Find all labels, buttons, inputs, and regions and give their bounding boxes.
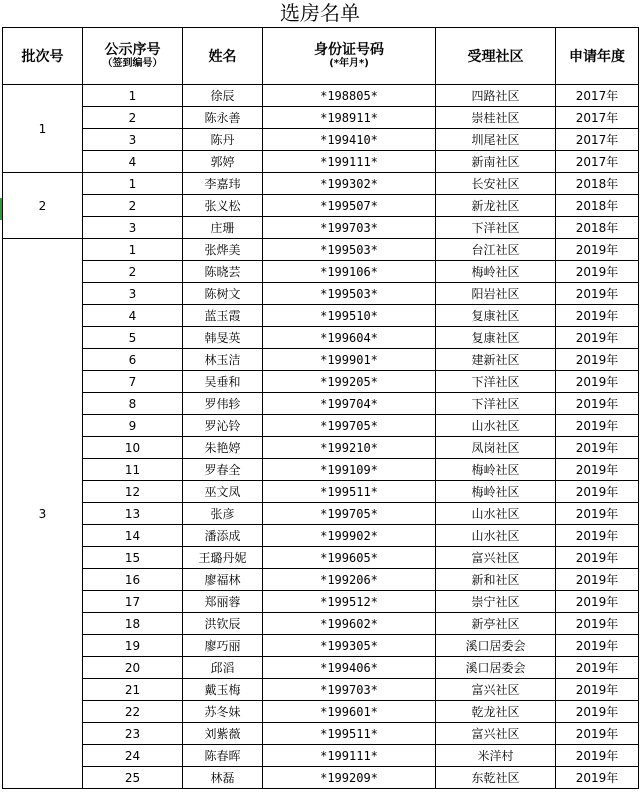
name-cell: 洪钦辰 (183, 613, 263, 635)
table-row (3, 437, 639, 459)
name-cell: 郑丽蓉 (183, 591, 263, 613)
id-cell: *199406* (263, 657, 436, 679)
seq-cell: 14 (83, 525, 183, 547)
table-row (3, 327, 639, 349)
id-cell: *199901* (263, 349, 436, 371)
name-cell: 巫文凤 (183, 481, 263, 503)
table-row (3, 723, 639, 745)
table-row (3, 261, 639, 283)
header-id-sub: (*年月*) (329, 58, 369, 69)
year-cell: 2019年 (556, 349, 639, 371)
community-cell: 溪口居委会 (436, 635, 556, 657)
community-cell: 山水社区 (436, 525, 556, 547)
community-cell: 下洋社区 (436, 393, 556, 415)
year-cell: 2019年 (556, 393, 639, 415)
id-cell: *199111* (263, 151, 436, 173)
housing-list-table (2, 27, 639, 789)
seq-cell: 15 (83, 547, 183, 569)
table-row (3, 85, 639, 107)
community-cell: 新和社区 (436, 569, 556, 591)
name-cell: 廖巧丽 (183, 635, 263, 657)
community-cell: 崇宁社区 (436, 591, 556, 613)
name-cell: 徐辰 (183, 85, 263, 107)
table-row (3, 569, 639, 591)
id-cell: *199601* (263, 701, 436, 723)
header-seq (83, 28, 183, 85)
id-cell: *199209* (263, 767, 436, 789)
id-cell: *199512* (263, 591, 436, 613)
year-cell: 2019年 (556, 415, 639, 437)
id-cell: *199503* (263, 239, 436, 261)
year-cell: 2019年 (556, 723, 639, 745)
seq-cell: 23 (83, 723, 183, 745)
seq-cell: 16 (83, 569, 183, 591)
table-row (3, 767, 639, 789)
name-cell: 张烨美 (183, 239, 263, 261)
year-cell: 2019年 (556, 657, 639, 679)
community-cell: 阳岩社区 (436, 283, 556, 305)
year-cell: 2019年 (556, 437, 639, 459)
id-cell: *199305* (263, 635, 436, 657)
id-cell: *199605* (263, 547, 436, 569)
seq-cell: 24 (83, 745, 183, 767)
community-cell: 梅岭社区 (436, 481, 556, 503)
name-cell: 陈树文 (183, 283, 263, 305)
id-cell: *199604* (263, 327, 436, 349)
year-cell: 2019年 (556, 459, 639, 481)
community-cell: 富兴社区 (436, 723, 556, 745)
id-cell: *199510* (263, 305, 436, 327)
name-cell: 林磊 (183, 767, 263, 789)
id-cell: *199703* (263, 217, 436, 239)
year-cell: 2019年 (556, 327, 639, 349)
name-cell: 罗春全 (183, 459, 263, 481)
table-row (3, 547, 639, 569)
year-cell: 2019年 (556, 613, 639, 635)
seq-cell: 8 (83, 393, 183, 415)
table-row (3, 349, 639, 371)
community-cell: 凤岗社区 (436, 437, 556, 459)
year-cell: 2019年 (556, 569, 639, 591)
header-year: 申请年度 (556, 28, 639, 85)
year-cell: 2018年 (556, 173, 639, 195)
seq-cell: 9 (83, 415, 183, 437)
batch-cell: 1 (3, 85, 83, 173)
year-cell: 2018年 (556, 217, 639, 239)
table-row (3, 107, 639, 129)
community-cell: 新南社区 (436, 151, 556, 173)
id-cell: *199205* (263, 371, 436, 393)
id-cell: *199705* (263, 415, 436, 437)
table-row (3, 283, 639, 305)
name-cell: 罗伟轸 (183, 393, 263, 415)
name-cell: 戴玉梅 (183, 679, 263, 701)
table-row (3, 591, 639, 613)
name-cell: 王璐丹妮 (183, 547, 263, 569)
page-title: 选房名单 (280, 1, 360, 25)
name-cell: 陈春晖 (183, 745, 263, 767)
id-cell: *198805* (263, 85, 436, 107)
seq-cell: 3 (83, 217, 183, 239)
seq-cell: 19 (83, 635, 183, 657)
year-cell: 2019年 (556, 283, 639, 305)
table-row (3, 393, 639, 415)
community-cell: 圳尾社区 (436, 129, 556, 151)
id-cell: *199111* (263, 745, 436, 767)
year-cell: 2019年 (556, 305, 639, 327)
id-cell: *198911* (263, 107, 436, 129)
community-cell: 山水社区 (436, 503, 556, 525)
id-cell: *199210* (263, 437, 436, 459)
table-row (3, 745, 639, 767)
community-cell: 复康社区 (436, 305, 556, 327)
name-cell: 陈永善 (183, 107, 263, 129)
year-cell: 2019年 (556, 701, 639, 723)
seq-cell: 25 (83, 767, 183, 789)
id-cell: *199302* (263, 173, 436, 195)
community-cell: 下洋社区 (436, 371, 556, 393)
header-id (263, 28, 436, 85)
community-cell: 下洋社区 (436, 217, 556, 239)
community-cell: 米洋村 (436, 745, 556, 767)
id-cell: *199503* (263, 283, 436, 305)
year-cell: 2019年 (556, 525, 639, 547)
table-row (3, 525, 639, 547)
seq-cell: 20 (83, 657, 183, 679)
header-seq-sub: （签到编号） (102, 58, 163, 69)
year-cell: 2017年 (556, 129, 639, 151)
table-row (3, 173, 639, 195)
seq-cell: 3 (83, 283, 183, 305)
id-cell: *199511* (263, 481, 436, 503)
table-row (3, 503, 639, 525)
seq-cell: 2 (83, 195, 183, 217)
seq-cell: 7 (83, 371, 183, 393)
table-row (3, 371, 639, 393)
community-cell: 崇桂社区 (436, 107, 556, 129)
seq-cell: 11 (83, 459, 183, 481)
year-cell: 2019年 (556, 591, 639, 613)
row-selection-marker (0, 198, 2, 220)
seq-cell: 13 (83, 503, 183, 525)
header-batch: 批次号 (3, 28, 83, 85)
table-row (3, 217, 639, 239)
year-cell: 2019年 (556, 481, 639, 503)
community-cell: 长安社区 (436, 173, 556, 195)
id-cell: *199703* (263, 679, 436, 701)
name-cell: 苏冬妹 (183, 701, 263, 723)
id-cell: *199704* (263, 393, 436, 415)
name-cell: 陈晓芸 (183, 261, 263, 283)
name-cell: 廖福林 (183, 569, 263, 591)
seq-cell: 17 (83, 591, 183, 613)
community-cell: 台江社区 (436, 239, 556, 261)
name-cell: 刘紫薇 (183, 723, 263, 745)
year-cell: 2017年 (556, 151, 639, 173)
year-cell: 2019年 (556, 635, 639, 657)
header-name: 姓名 (183, 28, 263, 85)
id-cell: *199602* (263, 613, 436, 635)
seq-cell: 10 (83, 437, 183, 459)
table-row (3, 415, 639, 437)
seq-cell: 22 (83, 701, 183, 723)
year-cell: 2019年 (556, 745, 639, 767)
table-row (3, 129, 639, 151)
id-cell: *199902* (263, 525, 436, 547)
name-cell: 张彦 (183, 503, 263, 525)
community-cell: 梅岭社区 (436, 459, 556, 481)
table-row (3, 151, 639, 173)
id-cell: *199410* (263, 129, 436, 151)
table-row (3, 459, 639, 481)
community-cell: 溪口居委会 (436, 657, 556, 679)
seq-cell: 1 (83, 173, 183, 195)
community-cell: 东乾社区 (436, 767, 556, 789)
name-cell: 陈丹 (183, 129, 263, 151)
header-community: 受理社区 (436, 28, 556, 85)
community-cell: 富兴社区 (436, 679, 556, 701)
id-cell: *199511* (263, 723, 436, 745)
table-row (3, 701, 639, 723)
year-cell: 2019年 (556, 547, 639, 569)
name-cell: 庄珊 (183, 217, 263, 239)
batch-cell: 2 (3, 173, 83, 239)
table-row (3, 305, 639, 327)
community-cell: 复康社区 (436, 327, 556, 349)
community-cell: 山水社区 (436, 415, 556, 437)
year-cell: 2018年 (556, 195, 639, 217)
name-cell: 罗沁铃 (183, 415, 263, 437)
name-cell: 邱滔 (183, 657, 263, 679)
year-cell: 2019年 (556, 261, 639, 283)
year-cell: 2017年 (556, 85, 639, 107)
seq-cell: 12 (83, 481, 183, 503)
table-row (3, 657, 639, 679)
year-cell: 2019年 (556, 503, 639, 525)
community-cell: 新龙社区 (436, 195, 556, 217)
community-cell: 乾龙社区 (436, 701, 556, 723)
id-cell: *199106* (263, 261, 436, 283)
seq-cell: 18 (83, 613, 183, 635)
name-cell: 郭婷 (183, 151, 263, 173)
year-cell: 2019年 (556, 371, 639, 393)
community-cell: 富兴社区 (436, 547, 556, 569)
year-cell: 2019年 (556, 239, 639, 261)
name-cell: 潘添成 (183, 525, 263, 547)
name-cell: 朱艳婷 (183, 437, 263, 459)
table-row (3, 679, 639, 701)
name-cell: 张义松 (183, 195, 263, 217)
table-row (3, 613, 639, 635)
id-cell: *199206* (263, 569, 436, 591)
header-row (3, 28, 639, 85)
seq-cell: 5 (83, 327, 183, 349)
header-id-main: 身份证号码 (314, 42, 384, 58)
seq-cell: 4 (83, 151, 183, 173)
header-seq-main: 公示序号 (104, 42, 161, 58)
table-row (3, 481, 639, 503)
seq-cell: 6 (83, 349, 183, 371)
seq-cell: 2 (83, 107, 183, 129)
community-cell: 四路社区 (436, 85, 556, 107)
community-cell: 新亭社区 (436, 613, 556, 635)
seq-cell: 4 (83, 305, 183, 327)
id-cell: *199109* (263, 459, 436, 481)
community-cell: 建新社区 (436, 349, 556, 371)
table-row (3, 635, 639, 657)
seq-cell: 1 (83, 85, 183, 107)
name-cell: 韩旻英 (183, 327, 263, 349)
table-row (3, 239, 639, 261)
year-cell: 2019年 (556, 767, 639, 789)
name-cell: 蓝玉霞 (183, 305, 263, 327)
name-cell: 吴垂和 (183, 371, 263, 393)
id-cell: *199507* (263, 195, 436, 217)
community-cell: 梅岭社区 (436, 261, 556, 283)
name-cell: 李嘉玮 (183, 173, 263, 195)
name-cell: 林玉洁 (183, 349, 263, 371)
table-row (3, 195, 639, 217)
year-cell: 2017年 (556, 107, 639, 129)
seq-cell: 1 (83, 239, 183, 261)
batch-cell: 3 (3, 239, 83, 789)
id-cell: *199705* (263, 503, 436, 525)
seq-cell: 2 (83, 261, 183, 283)
year-cell: 2019年 (556, 679, 639, 701)
seq-cell: 3 (83, 129, 183, 151)
seq-cell: 21 (83, 679, 183, 701)
